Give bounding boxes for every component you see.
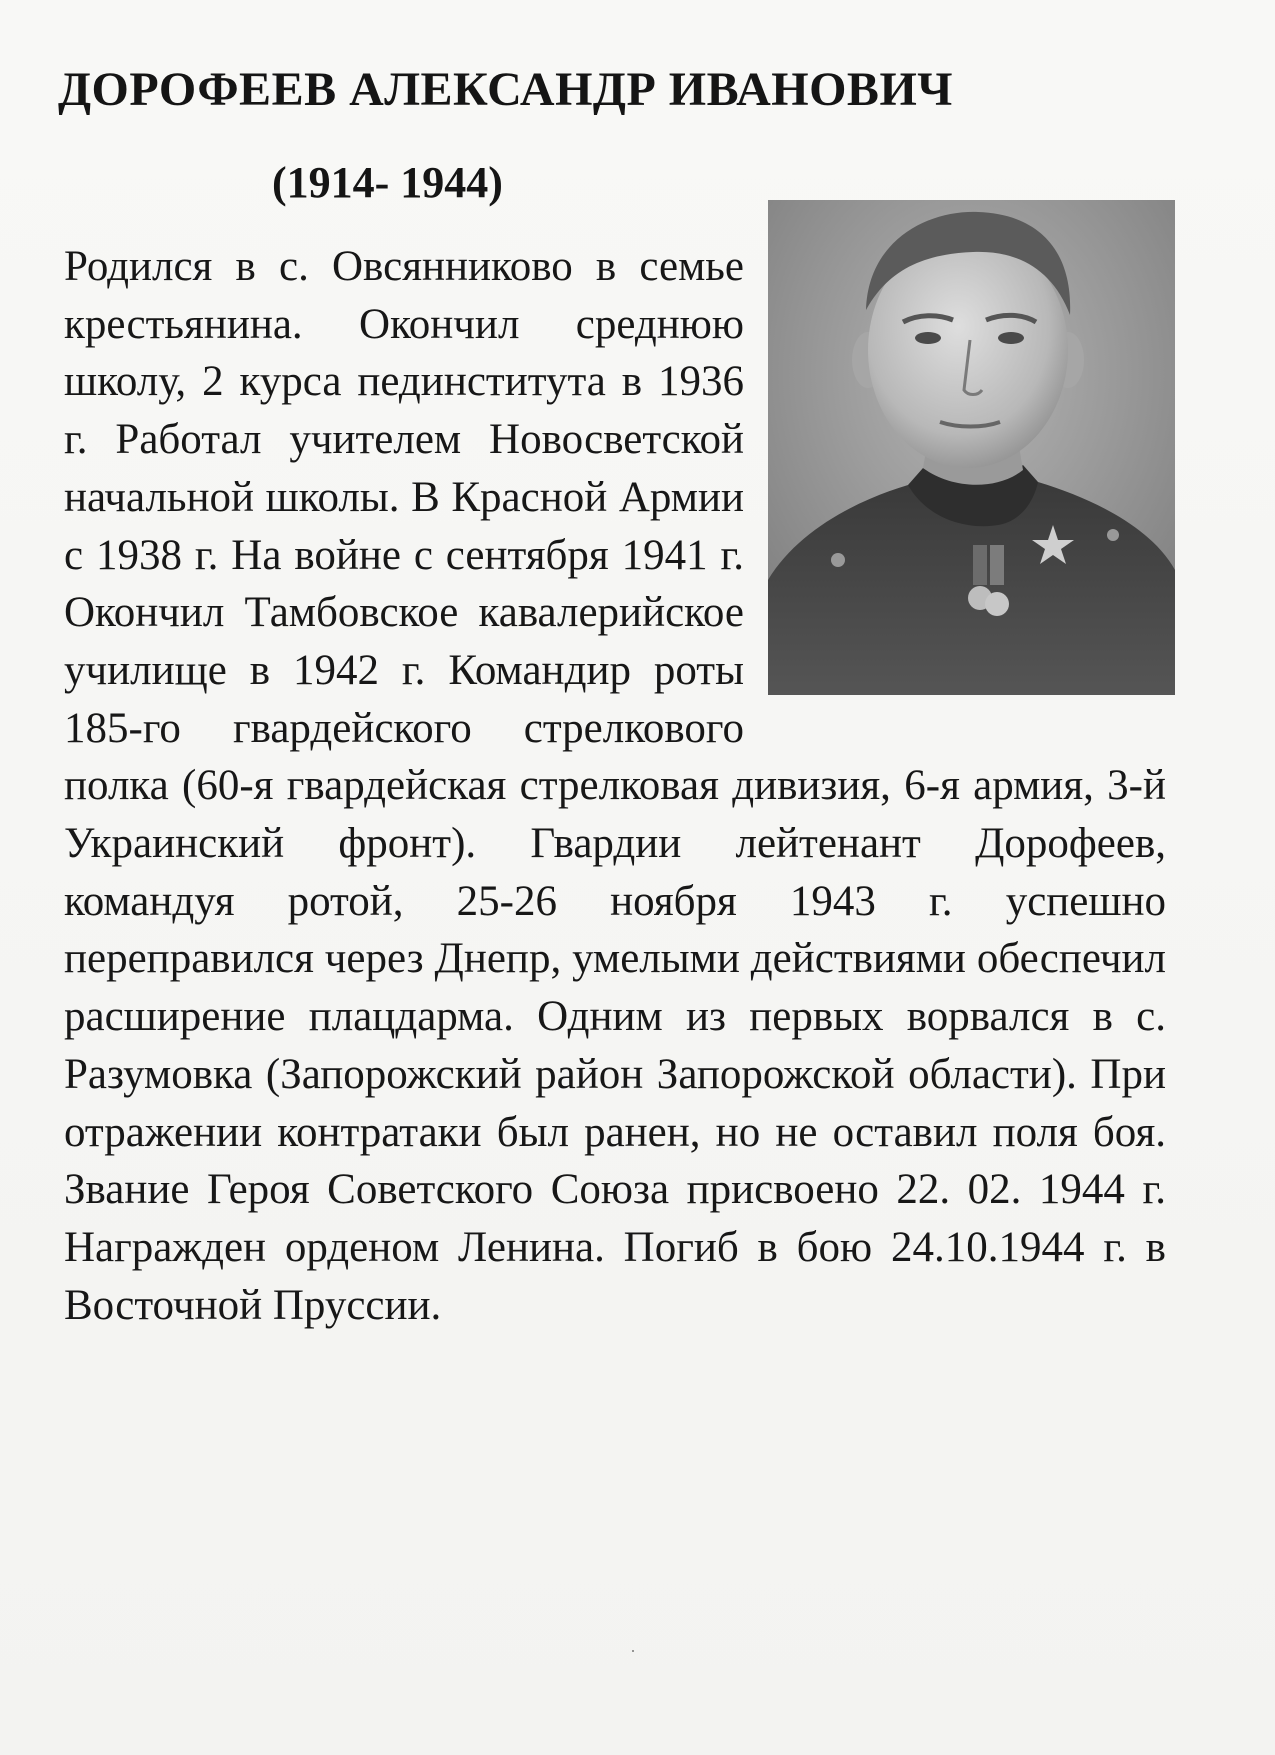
biography-text — [64, 238, 1166, 1334]
scan-speck — [632, 1650, 634, 1652]
photo-wrap-spacer — [744, 228, 1166, 736]
person-name: ДОРОФЕЕВ АЛЕКСАНДР ИВАНОВИЧ — [58, 63, 954, 116]
biography-content: Родился в с. Овсянниково в семье крестьянина. Окончил среднюю школу, 2 курса пединститута в 1936 г. Работал учителем Новосветской начальной школы. В Красной Армии с 1938 г. На войне с сентября 1941 г. Окончил Тамбовское кавалерийское училище в 1942 г. Командир роты 185-го гвардейского стрелкового полка (60-я гвардейская стрелковая дивизия, 6-я армия, 3-й Украинский фронт). Гвардии лейтенант Дорофеев, командуя ротой, 25-26 ноября 1943 г. успешно переправился через Днепр, умелыми действиями обеспечил расширение плацдарма. Одним из первых ворвался в с. Разумовка (Запорожский район Запорожской области). При отражении контратаки был ранен, но не оставил поля боя. Звание Героя Советского Союза присвоено 22. 02. 1944 г. Награжден орденом Ленина. Погиб в бою 24.10.1944 г. в Восточной Пруссии. — [64, 243, 1166, 1329]
life-years: (1914- 1944) — [272, 158, 503, 207]
